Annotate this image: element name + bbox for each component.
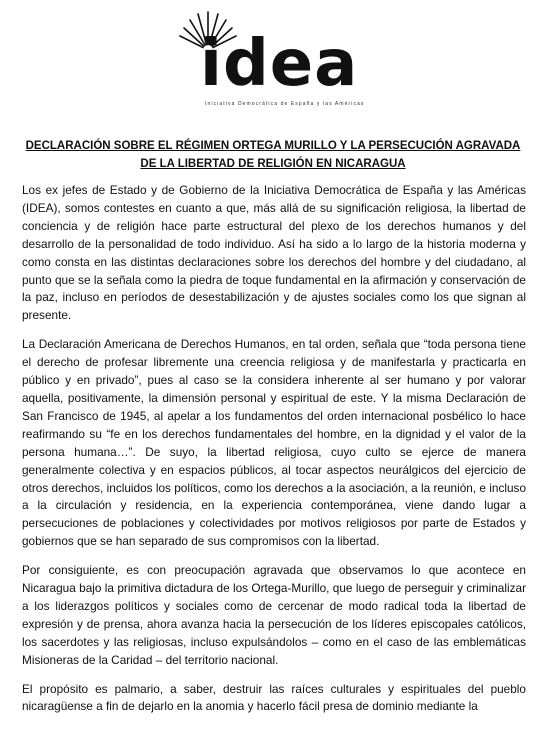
declaration-body — [22, 182, 526, 727]
paragraph-4: El propósito es palmario, a saber, destruir las raíces culturales y espirituales del pueblo nicaragüense a fin de dejarlo en la anomia y hacerlo fácil presa de dominio mediante la — [22, 681, 526, 714]
paragraph-1: Los ex jefes de Estado y de Gobierno de la Iniciativa Democrática de España y las Américas (IDEA), somos contestes en cuanto a que, más allá de su significación religiosa, la libertad de conciencia y de religión hace parte estructural del plexo de los derechos humanos y del desarrollo de la personalidad de todo individuo. Así ha sido a lo largo de la historia moderna y como consta en las distintas declaraciones sobre los derechos del hombre y del ciudadano, al punto que se la señala como la piedra de toque fundamental en la afirmación y conservación de la paz, incluso en períodos de desestabilización y de ajustes sociales como los que signan al presente. — [22, 183, 526, 323]
paragraph-3: Por consiguiente, es con preocupación agravada que observamos lo que acontece en Nicaragua bajo la primitiva dictadura de los Ortega-Murillo, que luego de perseguir y criminalizar a los liderazgos políticos y sociales como de cercenar de modo radical toda la libertad de expresión y de prensa, ahora avanza hacia la persecución de los líderes episcopales católicos, los sacerdotes y las religiosas, incluso expulsándolos – como en el caso de las emblemáticas Misioneras de la Caridad – del territorio nacional. — [22, 563, 526, 667]
logo-tagline: Iniciativa Democrática de España y las Américas — [205, 101, 365, 107]
logo-wordmark: idea — [200, 27, 359, 101]
declaration-title: DECLARACIÓN SOBRE EL RÉGIMEN ORTEGA MURILLO Y LA PERSECUCIÓN AGRAVADA DE LA LIBERTAD DE RELIGIÓN EN NICARAGUA — [25, 140, 521, 170]
paragraph-2: La Declaración Americana de Derechos Humanos, en tal orden, señala que “toda persona tiene el derecho de profesar libremente una creencia religiosa y de manifestarla y practicarla en público y en privado”, pues al caso se la considera inherente al ser humano y por valorar aquella, positivamente, la dimensión personal y espiritual de este. Y la misma Declaración de San Francisco de 1945, al apelar a los fundamentos del orden internacional posbélico lo hace reafirmando su “fe en los derechos fundamentales del hombre, en la dignidad y el valor de la persona humana…”. De suyo, la libertad religiosa, cuyo culto se ejerce de manera generalmente colectiva y en espacios públicos, al tocar aspectos neurálgicos del ejercicio de otros derechos, incluidos los políticos, como los derechos a la asociación, a la reunión, e incluso a la circulación y residencia, en la experiencia contemporánea, viene dando lugar a persecuciones de poblaciones y colectividades por motivos religiosos por parte de Estados y gobiernos que se han separado de sus compromisos con la libertad. — [22, 337, 526, 549]
idea-logo — [0, 0, 546, 118]
